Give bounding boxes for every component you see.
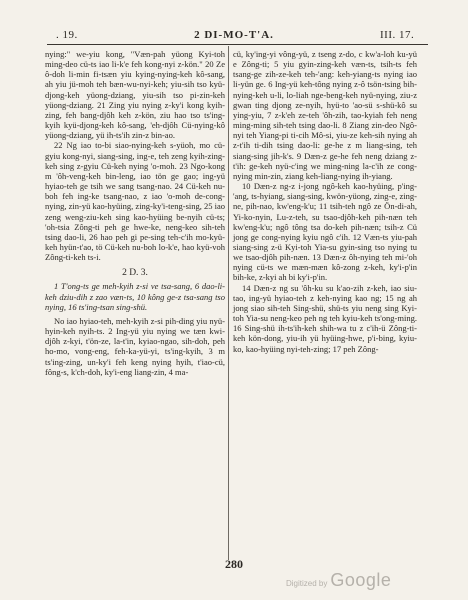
left-text-column [45,49,225,377]
paragraph: No iao hyiao-teh, meh-kyih z-si pih-ding yiu nyü-hyin-keh nyih-ts. 2 Ing-yü yiu nying we tæn kwi-djôh z-kyi, t'ön-ze, la-t'in, kyiao-ngao, sih-doh, peh ho-mo, vong-eng, feh-ka-yü-yi, ts'ing-kyih, 3 m ts'ing-zing, un-ky'i feh keng nying hyih, t'iao-cü, fông-s, k'ch-doh, ky'i-eng liang-zin, 4 ma- [45,315,225,377]
page-number: 280 [225,557,243,571]
paragraph: 14 Dæn-z ng su 'ôh-ku su k'ao-zih z-keh, iao siu-tao, ing-yü hyiao-teh z keh-nying kao ng; 15 ng ah jong siao sih-teh Sing-shü, shü-ts yiu neng sing Kyi-toh Yia-su neng-keo peh ng teh kyiu-keh ts'ong-ming. 16 Sing-shü ih-ts'ih-keh shih-wa tu z c'ih-ü Zông-ti-keh kön-dong, yiu-ih yü hyüing-hwe, p'i-bing, kyiu-ko, kao-hyüing nyi-teh-zing; 17 peh Zông- [233,282,417,354]
digitized-watermark [286,570,391,591]
digitized-label: Digitized by [286,579,328,588]
header-book-title: 2 DI-MO-T'A. [194,29,274,41]
paragraph: cü, ky'ing-yi vông-yü, z tseng z-do, c kw'a-loh ku-yü e Zông-ti; 5 yiu gyin-zing-keh væn-ts, tsih-ts feh tsang-ge zih-ze-keh teh-'ang: keh-yiang-ts nying iao li-yün ge. 6 Ing-yü keh-tông nying z-ô tsön-tsing bih-nying-keh u-li, lo-liah nge-beng-keh nyü-nying, ziu-z gwan ting djong ze-nyih, hyü-to 'ao-sü s-shü-kô su ying-yiu, 7 z-k'eh ze-teh 'ôh-zih, tao-kyiah feh neng ming-ming sih-teh tsing dao-li. 8 Ziang zin-deo Ngô-nyi teh Yiang-pi ti-cih Mô-si, yiu-ze keh-sih nying ah z-t'ih ti-dih tsing dao-li: ge-he z m liang-sing, teh siang-sing jih-k's. 9 Dæn-z ge-he feh neng dziang z-t'ih: ge-keh nyü-c'ing we ming-ning la-c'ih ze cong-nying min-zin, ziang keh-liang-nying ih-yiang. [233,49,417,181]
header-chapter-ref: . 19. [56,29,78,41]
chapter-heading: 2 D. 3. [122,268,148,279]
chapter-summary: 1 T'ong-ts ge meh-kyih z-si ve tsa-sang, 6 dao-li-keh dziu-dih z zao væn-ts, 10 kông ge-z tsa-sang tso nying, 16 ts'ing-tsan sing-shü. [45,281,225,312]
column-divider [228,46,229,560]
header-verse-ref: III. 17. [380,29,415,41]
paragraph: 22 Ng iao to-bi siao-nying-keh s-yüoh, mo cü-gyiu kong-nyi, siang-sing, ing-e, teh zeng kyih-zing-keh sing z-gyiu Cü-keh nying 'o-moh. 23 Ngo-kong m 'ôh-veng-keh bin-leng, iao tön ge gao; ing-yü hyiao-teh ge tsih we sang tsang-nao. 24 Cü-keh nu-boh feh ing-ke tsang-nao, z iao 'o-moh de-cong-nying, zin-yü kao-hyüing, zing-ky'i-teng-sing, 25 iao zeng weng-ziu-keh sing kao-hyüing be-nyih cü-ts; 'oh-tsia Zông-ti peh ge hwe-ke, neng-keo sih-teh tsing dao-li, 26 hao peh gi pe-sing teh-c'ih mo-kyü-keh hyün-t'ao, tö Cü-keh nu-boh lo-k'e, hao kyü-voh Zông-ti-keh ts-i. [45,140,225,263]
paragraph: 10 Dæn-z ng-z i-jong ngô-keh kao-hyüing, p'ing-'ang, ts-hyiang, siang-sing, kwön-yüong, zing-e, zing-ne, pih-nao, kw'eng-k'u; 11 tsih-teh ngô ze Ön-di-ah, Yi-ko-nyin, Lu-z-teh, su tsao-djôh-keh pih-næn teh kw'eng-k'u; ngô tông tsa do-keh pih-næn; tsih-z Cü jong ge cong-nying kyiu ngô c'ih. 12 Væn-ts yiu-pah siang-sing z-ü Kyi-toh Yia-su gyin-sing tso nying tu we tsao-djôh pih-næn. 13 Dæn-z ôh-nying teh mi-'oh nying cü-ts we mæn-mæn kô-zong z-keh, ky'i-p'in bih-ke, z-kyi ah bi ky'i-p'in. [233,181,417,283]
paragraph: nying:" we-yiu kong, "Væn-pah yüong Kyi-toh ming-deo cü-ts iao li-k'e feh kong-nyi z-kön." 20 Ze ô-doh li-min fi-tsæn yiu kying-nying-keh kô-sang, ah yiu jü-moh teh bæn-wu-nyi-keh; yiu-sih tso kyü-djong-keh yüong-dziang, yiu-sih tso pi-zin-keh yüong-dziang. 21 Zing yiu nying z-ky'i kong kyih-zing, feh bang-djôh keh z-kön, ziu hao tso ts'ing-kyih kyü-djong-keh kô-sang, 'eh-djôh Cü-nying-kô yüong-dziang, yü ih-ts'ih zin-z bin-ao. [45,49,225,141]
google-logo: Google [330,570,392,590]
right-text-column [233,49,417,354]
header-rule [47,44,428,45]
